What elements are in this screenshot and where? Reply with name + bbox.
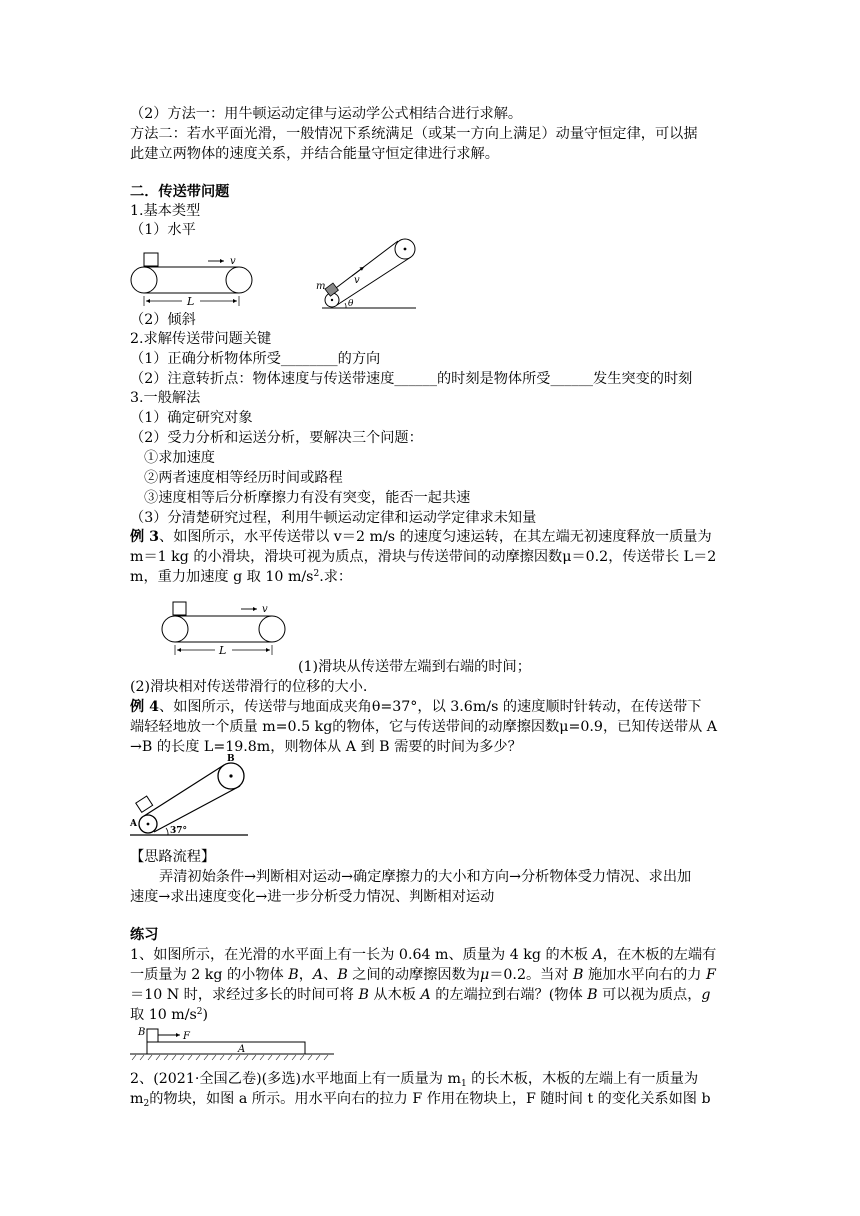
example-4-text-1: 、如图所示，传送带与地面成夹角θ=37°，以 3.6m/s 的速度顺时针转动，在传送带下 [159, 699, 702, 715]
p1-text-3c: 从木板 [368, 987, 421, 1003]
p2-text-2a: m [130, 1091, 144, 1107]
flow-title: 【思路流程】 [130, 849, 216, 865]
key-point-2: （2）注意转折点：物体速度与传送带速度______的时刻是物体所受______发生突变的时刻 [130, 371, 693, 387]
flow-line-1: 弄清初始条件→判断相对运动→确定摩擦力的大小和方向→分析物体受力情况、求出加 [159, 869, 692, 885]
p1-var-b: B [288, 967, 299, 983]
example-3-question-2: (2)滑块相对传送带滑行的位移的大小. [130, 679, 368, 695]
example-3-line-3 [130, 567, 352, 587]
incline-velocity-label: v [354, 275, 360, 286]
example-4-label: 例 4 [130, 699, 159, 715]
inclined-conveyor-figure [312, 236, 418, 312]
p1-var-a3: A [420, 987, 431, 1003]
practice-1-figure [130, 1024, 335, 1066]
general-step-1: （1）确定研究对象 [130, 410, 253, 426]
question-1: ①求加速度 [144, 450, 215, 466]
fig-b-label: B [138, 1027, 146, 1038]
example-4-line-1 [130, 697, 702, 717]
fig-a-label: A [238, 1044, 246, 1055]
practice-2-line-2 [130, 1089, 711, 1109]
practice-1-line-2 [130, 965, 716, 985]
velocity-label: v [230, 256, 236, 267]
example-3-length-label: L [219, 644, 227, 657]
example-4-line-3: →B 的长度 L=19.8m，则物体从 A 到 B 需要的时间为多少？ [130, 739, 522, 755]
p2-text-1b: 的长木板，木板的左端上有一质量为 [466, 1071, 699, 1087]
question-2: ②两者速度相等经历时间或路程 [144, 470, 343, 486]
point-a-label: A [130, 819, 137, 829]
p1-text-3e: 的左端拉到右端？(物体 [430, 987, 588, 1003]
p1-var-a2: A [312, 967, 324, 983]
horizontal-conveyor-figure [130, 252, 255, 310]
p1-text-1a: 1、如图所示，在光滑的水平面上有一长为 0.64 m、质量为 4 kg 的木板 [130, 947, 593, 963]
p1-var-g: g [701, 987, 711, 1003]
p1-text-1b: ，在木板的左端有 [602, 947, 717, 963]
p1-text-2f: 之间的动摩擦因数为 [347, 967, 480, 983]
example-3-label: 例 3 [130, 529, 159, 545]
length-label: L [187, 295, 195, 308]
point-b-label: B [227, 754, 235, 764]
p1-mu: μ [479, 967, 490, 983]
method-line-1: （2）方法一：用牛顿运动定律与运动学公式相结合进行求解。 [130, 106, 523, 122]
incline-label: （2）倾斜 [130, 312, 196, 328]
practice-2-line-1 [130, 1069, 698, 1089]
key-point-1: （1）正确分析物体所受________的方向 [130, 351, 381, 367]
mass-label: m [316, 281, 326, 292]
p1-text-2a: 一质量为 2 kg 的小物体 [130, 967, 289, 983]
p1-var-b2: B [337, 967, 348, 983]
example-3-line-2: m＝1 kg 的小滑块，滑块可视为质点，滑块与传送带间的动摩擦因数μ＝0.2，传送带长 L＝2 [130, 549, 717, 565]
example-3-line-1 [130, 527, 712, 547]
p1-text-3g: 可以视为质点， [597, 987, 702, 1003]
question-3: ③速度相等后分析摩擦力有没有突变，能否一起共速 [144, 490, 471, 506]
example-4-angle-label: 37° [170, 826, 188, 836]
p2-text-2b: 的物块，如图 a 所示。用水平向右的拉力 F 作用在物块上，F 随时间 t 的变化关系如图 b [149, 1091, 711, 1107]
p1-text-2b: ， [298, 967, 313, 983]
p1-var-b3: B [573, 967, 584, 983]
general-step-3: （3）分清楚研究过程，利用牛顿运动定律和运动学定律求未知量 [130, 510, 537, 526]
key-heading: 2.求解传送带问题关键 [130, 331, 272, 347]
section-title: 二．传送带问题 [130, 184, 230, 200]
p1-var-f: F [706, 967, 716, 983]
p1-var-a: A [592, 947, 603, 963]
horizontal-label: （1）水平 [130, 222, 196, 238]
p1-text-2i: 施加水平向右的力 [583, 967, 707, 983]
example-4-line-2: 端轻轻地放一个质量 m=0.5 kg的物体，它与传送带间的动摩擦因数μ=0.9，已知传送带从 A [130, 719, 718, 735]
practice-1-line-4 [130, 1005, 208, 1025]
example-3-question-1: (1)滑块从传送带左端到右端的时间； [298, 659, 531, 675]
example-3-text-3b: .求： [319, 569, 353, 585]
example-3-figure [161, 601, 291, 659]
general-heading: 3.一般解法 [130, 390, 201, 406]
example-3-text-1: 、如图所示，水平传送带以 v＝2 m/s 的速度匀速运转，在其左端无初速度释放一质量为 [159, 529, 712, 545]
method-line-2: 方法二：若水平面光滑，一般情况下系统满足（或某一方向上满足）动量守恒定律，可以据 [130, 126, 698, 142]
method-line-3: 此建立两物体的速度关系，并结合能量守恒定律进行求解。 [130, 146, 499, 162]
p1-text-2d: 、 [323, 967, 338, 983]
example-3-superscript: 2 [313, 569, 320, 579]
basic-types-heading: 1.基本类型 [130, 203, 201, 219]
p2-text-1a: 2、(2021·全国乙卷)(多选)水平地面上有一质量为 m [130, 1071, 461, 1087]
practice-1-line-3 [130, 985, 711, 1005]
p1-text-4b: ) [202, 1007, 209, 1023]
p2-subscript-2: 2 [143, 1099, 150, 1109]
flow-line-2: 速度→求出速度变化→进一步分析受力情况、判断相对运动 [130, 889, 495, 905]
example-3-velocity-label: v [262, 604, 268, 615]
p1-superscript: 2 [196, 1007, 203, 1017]
practice-1-line-1 [130, 945, 716, 965]
p1-var-b4: B [358, 987, 369, 1003]
example-3-text-3a: m，重力加速度 g 取 10 m/s [130, 569, 314, 585]
p1-text-2g: ＝0.2。当对 [489, 967, 574, 983]
practice-title: 练习 [130, 927, 159, 943]
general-step-2: （2）受力分析和运送分析，要解决三个问题： [130, 430, 423, 446]
p1-text-3a: ＝10 N 时，求经过多长的时间可将 [130, 987, 359, 1003]
example-4-figure [130, 754, 250, 840]
p1-text-4a: 取 10 m/s [130, 1007, 197, 1023]
angle-label: θ [348, 299, 354, 309]
p1-var-b5: B [587, 987, 598, 1003]
fig-f-label: F [183, 1031, 190, 1042]
p2-subscript-1: 1 [460, 1079, 467, 1089]
